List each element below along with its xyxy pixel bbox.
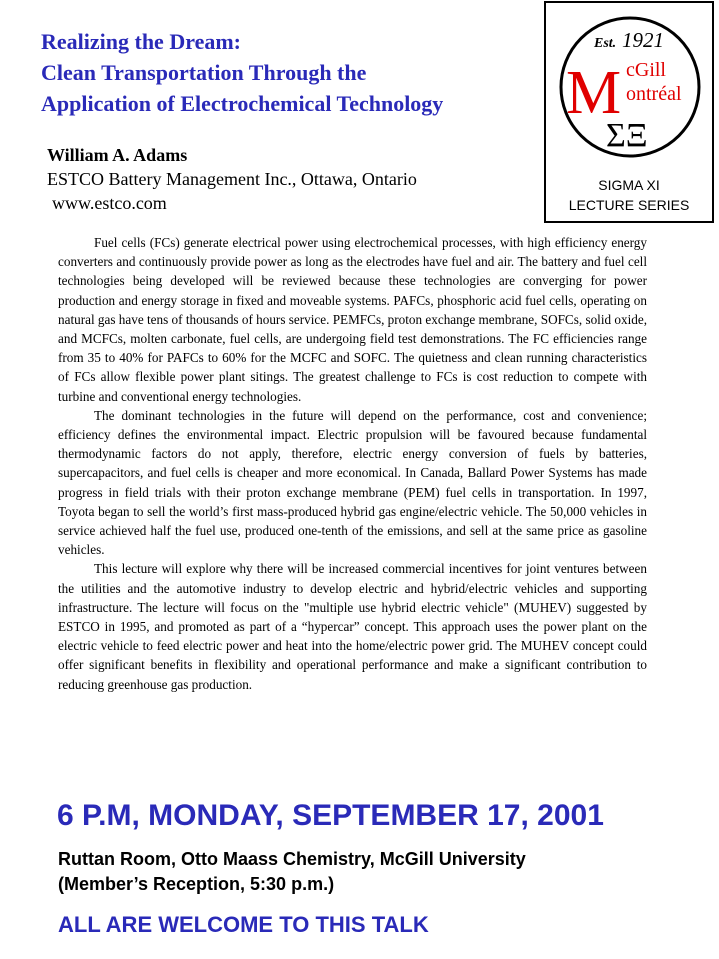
series-line-2: LECTURE SERIES [568, 197, 690, 213]
event-datetime: 6 P.M, MONDAY, SEPTEMBER 17, 2001 [57, 799, 604, 832]
abstract-body [58, 233, 647, 694]
title-line-1: Realizing the Dream: [41, 29, 241, 54]
title-line-3: Application of Electrochemical Technology [41, 91, 444, 116]
author-block [47, 143, 417, 215]
abstract-paragraph-3: This lecture will explore why there will be increased commercial incentives for joint ventures between the utilities and the automotive industry to develop electric and hybrid/electric vehicles and supporting infrastructure. The lecture will focus on the "multiple use hybrid electric vehicle" (MUHEV) suggested by ESTCO in 1995, and promoted as part of a “hypercar” concept. This approach uses the power plant on the electric vehicle to feed electric power and heat into the home/electric power grid. The MUHEV concept could offer significant benefits in flexibility and operational performance and make a significant contribution to reducing greenhouse gas production. [58, 561, 647, 692]
seal-year: 1921 [622, 28, 664, 52]
series-line-1: SIGMA XI [598, 177, 660, 193]
welcome-note: ALL ARE WELCOME TO THIS TALK [58, 912, 429, 937]
poster-title [41, 26, 541, 119]
abstract-paragraph-1: Fuel cells (FCs) generate electrical power using electrochemical processes, with high efficiency energy converters and continuously provide power as long as the electrodes have fuel and air. The battery and fuel cell technologies being developed will be reviewed because these technologies are converging for power production and energy storage in fixed and moveable systems. PAFCs, phosphoric acid fuel cells, operating on natural gas have tens of thousands of hours service. PEMFCs, proton exchange membrane, SOFCs, solid oxide, and MCFCs, molten carbonate, fuel cells, are undergoing field test demonstrations. The FC efficiencies range from 35 to 40% for PAFCs to 60% for the MCFC and SOFC. The quietness and clean running characteristics of FCs allow flexible power plant sitings. The greatest challenge to FCs is cost reduction to compete with turbine and conventional energy technologies. [58, 235, 647, 404]
abstract-paragraph-2: The dominant technologies in the future will depend on the performance, cost and convenience; efficiency defines the environmental impact. Electric propulsion will be favoured because fundamental thermodynamic factors do not apply, therefore, electric energy conversion of fuels by batteries, supercapacitors, and fuel cells is cheaper and more economical. In Canada, Ballard Power Systems has made progress in field trials with their proton exchange membrane (PEM) fuel cells in transportation. In 1997, Toyota began to sell the world’s first mass-produced hybrid gas engine/electric vehicle. The 50,000 vehicles in service achieved half the fuel use, produced one-tenth of the emissions, and sell at the same price as gasoline vehicles. [58, 407, 647, 558]
event-venue [58, 847, 526, 897]
author-organization: ESTCO Battery Management Inc., Ottawa, Ontario [47, 169, 417, 189]
seal-est: Est. [594, 36, 617, 51]
venue-line-2: (Member’s Reception, 5:30 p.m.) [58, 874, 335, 894]
seal-text-bottom: ontréal [626, 83, 682, 105]
seal-greek-letters: ΣΞ [606, 117, 648, 154]
mcgill-sigma-xi-seal [546, 3, 712, 175]
title-line-2: Clean Transportation Through the [41, 60, 367, 85]
author-website: www.estco.com [52, 193, 167, 213]
seal-text-top: cGill [626, 59, 666, 81]
author-name: William A. Adams [47, 145, 188, 165]
lecture-series-label [546, 175, 712, 215]
venue-line-1: Ruttan Room, Otto Maass Chemistry, McGill University [58, 849, 526, 869]
seal-big-m: M [566, 59, 622, 127]
sigma-xi-logo-box [544, 1, 714, 223]
